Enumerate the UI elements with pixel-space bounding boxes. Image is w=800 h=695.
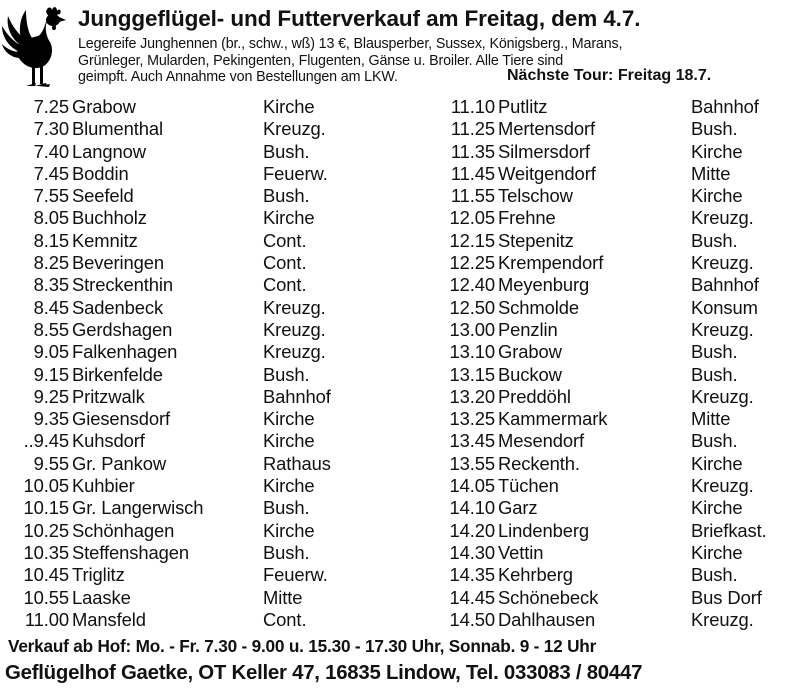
schedule-row	[8, 408, 388, 430]
stop-location: Kreuzg.	[691, 608, 754, 630]
schedule-row	[440, 430, 790, 452]
schedule-row	[440, 207, 790, 229]
stop-time: 14.10	[449, 497, 495, 519]
stop-place: Giesensdorf	[72, 408, 171, 430]
schedule-row	[440, 453, 790, 475]
schedule-row	[440, 497, 790, 519]
schedule-row	[8, 453, 388, 475]
stop-place: Beveringen	[72, 252, 165, 274]
stop-location: Kirche	[263, 475, 315, 497]
stop-time: 10.35	[23, 541, 69, 563]
stop-location: Bush.	[263, 140, 310, 162]
stop-time: 12.50	[449, 296, 495, 318]
schedule-row	[8, 364, 388, 386]
stop-place: Schönebeck	[498, 586, 599, 608]
stop-place: Buchholz	[72, 207, 147, 229]
stop-time: 10.15	[23, 497, 69, 519]
stop-place: Tüchen	[498, 475, 559, 497]
stop-location: Mitte	[691, 408, 731, 430]
stop-time: 8.45	[33, 296, 69, 318]
schedule-row	[440, 230, 790, 252]
stop-location: Kirche	[691, 541, 743, 563]
schedule-row	[8, 520, 388, 542]
schedule-row	[8, 185, 388, 207]
schedule-row	[8, 319, 388, 341]
stop-time: 13.45	[449, 430, 495, 452]
schedule-row	[440, 564, 790, 586]
stop-time: 14.35	[449, 564, 495, 586]
stop-place: Gr. Pankow	[72, 452, 167, 474]
stop-location: Bush.	[263, 497, 310, 519]
stop-time: 7.25	[33, 96, 69, 117]
stop-place: Seefeld	[72, 185, 134, 207]
stop-location: Kreuzg.	[691, 385, 754, 407]
schedule-row	[440, 163, 790, 185]
stop-location: Kreuzg.	[263, 296, 326, 318]
schedule-row	[8, 207, 388, 229]
schedule-column-left	[8, 96, 388, 631]
stop-time: 11.10	[450, 96, 495, 117]
stop-place: Triglitz	[72, 564, 125, 586]
stop-time: 11.35	[450, 140, 495, 162]
stop-time: 8.35	[33, 274, 69, 296]
stop-place: Dahlhausen	[498, 608, 596, 630]
schedule-row	[8, 542, 388, 564]
stop-location: Bus Dorf	[691, 586, 762, 608]
stop-place: Laaske	[72, 586, 131, 608]
stop-place: Pritzwalk	[72, 385, 145, 407]
stop-location: Kreuzg.	[691, 318, 754, 340]
stop-time: 11.00	[24, 608, 69, 630]
stop-location: Cont.	[263, 252, 307, 274]
stop-place: Lindenberg	[498, 519, 590, 541]
stop-time: 7.40	[33, 140, 69, 162]
stop-location: Kirche	[691, 452, 743, 474]
stop-place: Frehne	[498, 207, 556, 229]
stop-location: Kreuzg.	[263, 118, 326, 140]
stop-place: Stepenitz	[498, 229, 574, 251]
stop-time: 12.15	[449, 229, 495, 251]
schedule-row	[8, 252, 388, 274]
stop-time: 13.20	[449, 385, 495, 407]
stop-place: Buckow	[498, 363, 562, 385]
stop-location: Bush.	[691, 430, 738, 452]
schedule-row	[8, 475, 388, 497]
stop-time: 13.15	[449, 363, 495, 385]
stop-location: Konsum	[691, 296, 758, 318]
schedule-row	[8, 141, 388, 163]
stop-place: Meyenburg	[498, 274, 590, 296]
stop-location: Kreuzg.	[691, 252, 754, 274]
schedule-row	[8, 118, 388, 140]
stop-time: 9.25	[33, 385, 69, 407]
stop-location: Bahnhof	[263, 385, 331, 407]
stop-place: Penzlin	[498, 318, 558, 340]
stop-time: 10.55	[23, 586, 69, 608]
schedule-row	[440, 587, 790, 609]
stop-time: 14.20	[449, 519, 495, 541]
stop-time: 11.45	[450, 162, 495, 184]
stop-time: 14.50	[449, 608, 495, 630]
stop-time: 8.15	[33, 229, 69, 251]
stop-place: Langnow	[72, 140, 146, 162]
stop-location: Kirche	[691, 497, 743, 519]
stop-location: Bush.	[691, 564, 738, 586]
stop-location: Kirche	[263, 430, 315, 452]
stop-time: 7.55	[33, 185, 69, 207]
stop-place: Grabow	[72, 96, 136, 117]
stop-location: Bush.	[691, 363, 738, 385]
stop-place: Mansfeld	[72, 608, 146, 630]
stop-place: Kehrberg	[498, 564, 573, 586]
stop-place: Grabow	[498, 341, 562, 363]
stop-time: 9.35	[33, 408, 69, 430]
stop-time: 9.55	[33, 452, 69, 474]
stop-location: Feuerw.	[263, 564, 328, 586]
stop-place: Schönhagen	[72, 519, 175, 541]
intro-line: Grünleger, Mularden, Pekingenten, Flugenten, Gänse u. Broiler. Alle Tiere sind	[78, 53, 564, 69]
stop-location: Kirche	[691, 185, 743, 207]
schedule-row	[440, 475, 790, 497]
stop-place: Mesendorf	[498, 430, 584, 452]
schedule-row	[8, 341, 388, 363]
stop-place: Telschow	[498, 185, 573, 207]
stop-time: 9.15	[33, 363, 69, 385]
schedule-row	[8, 230, 388, 252]
schedule-row	[8, 386, 388, 408]
stop-location: Briefkast.	[691, 519, 767, 541]
stop-place: Sadenbeck	[72, 296, 164, 318]
intro-line: Legereife Junghennen (br., schw., wß) 13 €, Blausperber, Sussex, Königsberg., Marans,	[78, 36, 623, 52]
schedule-row	[440, 118, 790, 140]
stop-location: Bush.	[691, 229, 738, 251]
schedule-row	[8, 274, 388, 296]
next-tour-note: Nächste Tour: Freitag 18.7.	[507, 67, 712, 84]
stop-place: Garz	[498, 497, 538, 519]
schedule-row	[440, 609, 790, 631]
stop-time: 8.05	[33, 207, 69, 229]
stop-location: Kreuzg.	[691, 475, 754, 497]
schedule-row	[440, 274, 790, 296]
schedule-row	[440, 319, 790, 341]
stop-place: Boddin	[72, 162, 129, 184]
stop-time: 12.25	[449, 252, 495, 274]
schedule-row	[440, 185, 790, 207]
stop-time: 12.05	[449, 207, 495, 229]
stop-location: Bush.	[691, 341, 738, 363]
schedule-row	[440, 386, 790, 408]
stop-location: Bush.	[263, 541, 310, 563]
stop-time: ..9.45	[23, 430, 69, 452]
contact-address: Geflügelhof Gaetke, OT Keller 47, 16835 Lindow, Tel. 033083 / 80447	[5, 662, 643, 684]
stop-time: 14.45	[449, 586, 495, 608]
stop-time: 12.40	[449, 274, 495, 296]
stop-location: Kreuzg.	[691, 207, 754, 229]
stop-time: 8.55	[33, 318, 69, 340]
schedule-row	[440, 408, 790, 430]
schedule-row	[440, 520, 790, 542]
stop-location: Bahnhof	[691, 274, 759, 296]
stop-time: 10.45	[23, 564, 69, 586]
stop-location: Rathaus	[263, 452, 331, 474]
stop-location: Kirche	[263, 96, 315, 117]
stop-location: Mitte	[691, 162, 731, 184]
stop-time: 11.55	[450, 185, 495, 207]
stop-place: Gr. Langerwisch	[72, 497, 204, 519]
stop-location: Bahnhof	[691, 96, 759, 117]
schedule-row	[440, 141, 790, 163]
stop-time: 10.25	[23, 519, 69, 541]
stop-time: 14.30	[449, 541, 495, 563]
stop-place: Preddöhl	[498, 385, 571, 407]
stop-location: Cont.	[263, 274, 307, 296]
stop-place: Vettin	[498, 541, 544, 563]
stop-place: Kuhsdorf	[72, 430, 145, 452]
stop-time: 13.25	[449, 408, 495, 430]
stop-location: Kirche	[691, 140, 743, 162]
rooster-icon	[2, 6, 74, 92]
intro-line: geimpft. Auch Annahme von Bestellungen am LKW.	[78, 69, 398, 85]
schedule-row	[440, 96, 790, 118]
stop-location: Kreuzg.	[263, 318, 326, 340]
schedule-row	[8, 564, 388, 586]
schedule-row	[440, 341, 790, 363]
stop-place: Mertensdorf	[498, 118, 596, 140]
stop-place: Birkenfelde	[72, 363, 163, 385]
stop-time: 7.45	[33, 162, 69, 184]
stop-location: Bush.	[691, 118, 738, 140]
stop-place: Kuhbier	[72, 475, 135, 497]
stop-place: Blumenthal	[72, 118, 164, 140]
stop-place: Kammermark	[498, 408, 608, 430]
stop-place: Kemnitz	[72, 229, 138, 251]
stop-time: 13.00	[449, 318, 495, 340]
stop-place: Gerdshagen	[72, 318, 173, 340]
stop-place: Putlitz	[498, 96, 548, 117]
stop-time: 9.05	[33, 341, 69, 363]
schedule-row	[8, 96, 388, 118]
schedule-row	[440, 542, 790, 564]
stop-location: Kirche	[263, 207, 315, 229]
schedule-row	[440, 364, 790, 386]
stop-time: 13.55	[449, 452, 495, 474]
schedule-row	[8, 163, 388, 185]
stop-place: Reckenth.	[498, 452, 580, 474]
opening-hours: Verkauf ab Hof: Mo. - Fr. 7.30 - 9.00 u. 15.30 - 17.30 Uhr, Sonnab. 9 - 12 Uhr	[8, 636, 597, 656]
headline: Junggeflügel- und Futterverkauf am Freitag, dem 4.7.	[78, 6, 641, 31]
stop-time: 13.10	[449, 341, 495, 363]
stop-place: Silmersdorf	[498, 140, 590, 162]
stop-location: Kirche	[263, 519, 315, 541]
stop-time: 11.25	[450, 118, 495, 140]
schedule-row	[8, 497, 388, 519]
schedule-row	[8, 587, 388, 609]
stop-location: Cont.	[263, 608, 307, 630]
stop-place: Krempendorf	[498, 252, 604, 274]
stop-location: Mitte	[263, 586, 303, 608]
stop-time: 8.25	[33, 252, 69, 274]
stop-time: 10.05	[23, 475, 69, 497]
schedule-row	[8, 430, 388, 452]
stop-place: Streckenthin	[72, 274, 174, 296]
schedule-column-right	[440, 96, 790, 631]
stop-location: Feuerw.	[263, 162, 328, 184]
stop-place: Schmolde	[498, 296, 579, 318]
schedule-row	[440, 297, 790, 319]
stop-location: Bush.	[263, 185, 310, 207]
stop-time: 7.30	[33, 118, 69, 140]
stop-location: Kirche	[263, 408, 315, 430]
stop-place: Weitgendorf	[498, 162, 596, 184]
stop-place: Steffenshagen	[72, 541, 189, 563]
schedule-row	[440, 252, 790, 274]
stop-time: 14.05	[449, 475, 495, 497]
stop-location: Bush.	[263, 363, 310, 385]
stop-location: Cont.	[263, 229, 307, 251]
stop-location: Kreuzg.	[263, 341, 326, 363]
stop-place: Falkenhagen	[72, 341, 178, 363]
schedule-row	[8, 609, 388, 631]
schedule-row	[8, 297, 388, 319]
